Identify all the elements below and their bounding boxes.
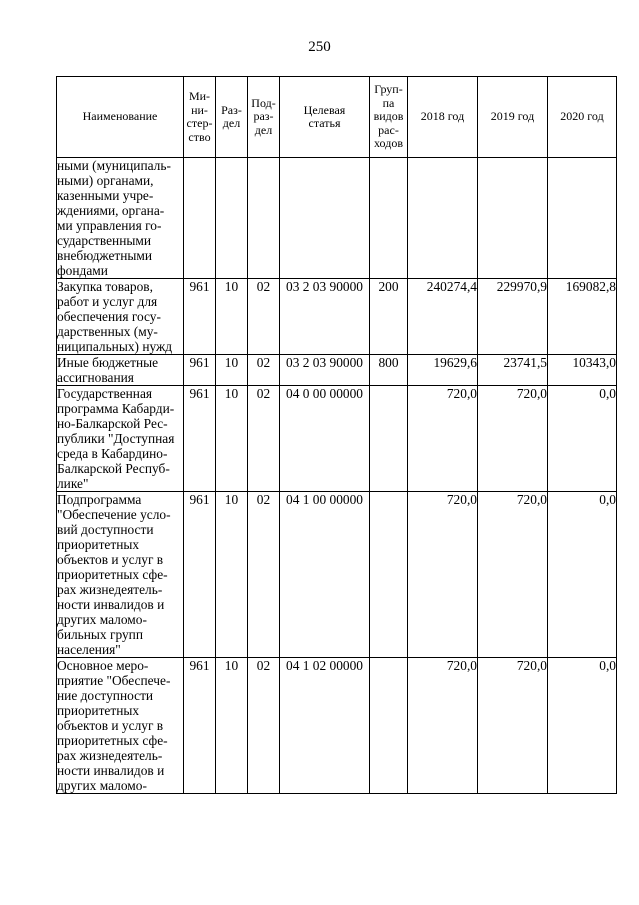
row-name: Государственная программа Кабарди- но-Балкарской Рес- публики "Доступная среда в Кабардино- Балкарской Респуб- лике" <box>57 386 184 492</box>
row-section: 10 <box>216 355 248 386</box>
row-2018: 240274,4 <box>408 279 478 355</box>
row-subsection: 02 <box>248 386 280 492</box>
page-number: 250 <box>308 39 331 55</box>
row-2019 <box>478 158 548 279</box>
row-2020: 10343,0 <box>548 355 617 386</box>
row-2018: 720,0 <box>408 492 478 658</box>
row-2019: 720,0 <box>478 492 548 658</box>
row-2019: 720,0 <box>478 386 548 492</box>
row-name: Основное меро- приятие "Обеспече- ние доступности приоритетных объектов и услуг в приоритетных сфе- рах жизнедеятель- ности инвалидов и других маломо- <box>57 658 184 794</box>
row-ministry: 961 <box>184 386 216 492</box>
row-target: 04 1 00 00000 <box>280 492 370 658</box>
row-2020: 0,0 <box>548 658 617 794</box>
row-section: 10 <box>216 658 248 794</box>
header-2018: 2018 год <box>408 77 478 158</box>
row-2018: 19629,6 <box>408 355 478 386</box>
row-ministry: 961 <box>184 279 216 355</box>
row-subsection: 02 <box>248 279 280 355</box>
row-target: 04 1 02 00000 <box>280 658 370 794</box>
row-group <box>370 386 408 492</box>
row-2018: 720,0 <box>408 386 478 492</box>
row-section: 10 <box>216 492 248 658</box>
row-ministry: 961 <box>184 658 216 794</box>
row-2020 <box>548 158 617 279</box>
row-section <box>216 158 248 279</box>
table-header-row <box>57 77 617 158</box>
row-group <box>370 658 408 794</box>
row-name: Иные бюджетные ассигнования <box>57 355 184 386</box>
row-2020: 0,0 <box>548 386 617 492</box>
header-section: Раз- дел <box>216 77 248 158</box>
row-2018: 720,0 <box>408 658 478 794</box>
table-row <box>57 158 617 279</box>
row-target: 03 2 03 90000 <box>280 279 370 355</box>
row-ministry: 961 <box>184 492 216 658</box>
row-name: Закупка товаров, работ и услуг для обеспечения госу- дарственных (му- ниципальных) нужд <box>57 279 184 355</box>
row-2020: 169082,8 <box>548 279 617 355</box>
row-subsection <box>248 158 280 279</box>
row-target: 03 2 03 90000 <box>280 355 370 386</box>
row-target: 04 0 00 00000 <box>280 386 370 492</box>
header-2019: 2019 год <box>478 77 548 158</box>
row-group: 200 <box>370 279 408 355</box>
row-group <box>370 492 408 658</box>
row-name: Подпрограмма "Обеспечение усло- вий доступности приоритетных объектов и услуг в приоритетных сфе- рах жизнедеятель- ности инвалидов и других маломо- бильных групп населения" <box>57 492 184 658</box>
row-subsection: 02 <box>248 658 280 794</box>
budget-table <box>56 76 617 794</box>
header-subsection: Под- раз- дел <box>248 77 280 158</box>
table-row <box>57 279 617 355</box>
row-2020: 0,0 <box>548 492 617 658</box>
row-name: ными (муниципаль- ными) органами, казенными учре- ждениями, органа- ми управления го- сударственными внебюджетными фондами <box>57 158 184 279</box>
row-target <box>280 158 370 279</box>
row-ministry: 961 <box>184 355 216 386</box>
row-subsection: 02 <box>248 355 280 386</box>
row-section: 10 <box>216 386 248 492</box>
row-ministry <box>184 158 216 279</box>
table-row <box>57 355 617 386</box>
row-2019: 720,0 <box>478 658 548 794</box>
row-2019: 229970,9 <box>478 279 548 355</box>
table-row <box>57 492 617 658</box>
table-row <box>57 658 617 794</box>
row-section: 10 <box>216 279 248 355</box>
row-group <box>370 158 408 279</box>
row-2018 <box>408 158 478 279</box>
header-ministry: Ми- ни- стер- ство <box>184 77 216 158</box>
row-subsection: 02 <box>248 492 280 658</box>
table-row <box>57 386 617 492</box>
header-name: Наименование <box>57 77 184 158</box>
row-2019: 23741,5 <box>478 355 548 386</box>
header-expense-group: Груп- па видов рас- ходов <box>370 77 408 158</box>
header-target-article: Целевая статья <box>280 77 370 158</box>
header-2020: 2020 год <box>548 77 617 158</box>
row-group: 800 <box>370 355 408 386</box>
